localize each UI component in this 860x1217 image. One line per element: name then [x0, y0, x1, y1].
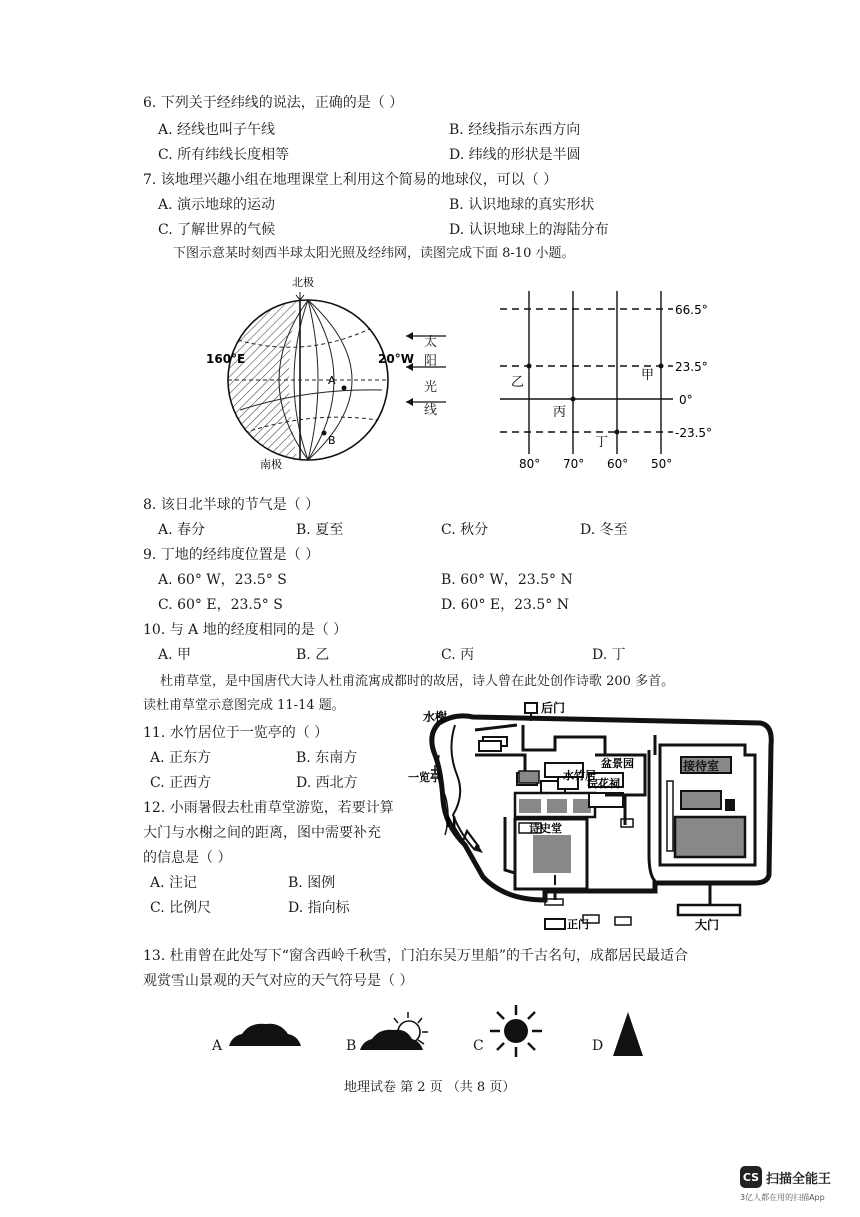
q10-option-c: C. 丙	[441, 647, 475, 663]
q12-option-b: B. 图例	[288, 875, 336, 891]
scanner-app-name: 扫描全能王	[766, 1171, 832, 1187]
q8-option-a: A. 春分	[158, 522, 206, 538]
q11-option-b: B. 东南方	[296, 750, 358, 766]
q12-stem-line1: 12. 小雨暑假去杜甫草堂游览，若要计算	[143, 800, 394, 816]
q6-option-a: A. 经线也叫子午线	[158, 122, 276, 138]
point-a-label: A	[328, 374, 336, 387]
point-yi-dot	[527, 364, 532, 369]
map-label-penjingyuan: 盆景园	[601, 757, 634, 770]
point-b-label: B	[328, 434, 336, 447]
map-label-yilanting: 一览亭	[408, 771, 441, 784]
q13-stem-line2: 观赏雪山景观的天气对应的天气符号是（ ）	[143, 973, 414, 989]
q6-option-c: C. 所有纬线长度相等	[158, 147, 290, 163]
q6-option-d: D. 纬线的形状是半圆	[449, 147, 581, 163]
q13-option-b: B	[346, 1038, 357, 1054]
map-label-huanhuaci: 浣花祠	[587, 777, 620, 790]
map-label-damen: 大门	[695, 918, 720, 932]
map-label-jiedaishi: 接待室	[683, 759, 720, 773]
point-ding-dot	[615, 430, 620, 435]
north-pole-label: 北极	[292, 276, 314, 289]
longitude-160e-label: 160°E	[206, 352, 246, 366]
q13-stem-line1: 13. 杜甫曾在此处写下“窗含西岭千秋雪，门泊东吴万里船”的千古名句，成都居民最适合	[143, 948, 689, 964]
q7-option-c: C. 了解世界的气候	[158, 222, 276, 238]
q12-option-d: D. 指向标	[288, 900, 350, 916]
q9-stem: 9. 丁地的经纬度位置是（ ）	[143, 547, 320, 563]
map-label-shishitang: 诗史堂	[529, 822, 562, 835]
q11-option-c: C. 正西方	[150, 775, 212, 791]
q9-option-a: A. 60° W，23.5° S	[158, 572, 287, 588]
q6-option-b: B. 经线指示东西方向	[449, 122, 581, 138]
q8-stem: 8. 该日北半球的节气是（ ）	[143, 497, 320, 513]
sunlight-char-2: 阳	[424, 354, 438, 369]
q12-stem-line2: 大门与水榭之间的距离，图中需要补充	[143, 825, 381, 841]
q12-option-c: C. 比例尺	[150, 900, 212, 916]
point-yi-label: 乙	[511, 375, 525, 390]
q10-stem: 10. 与 A 地的经度相同的是（ ）	[143, 622, 348, 638]
lon-70-label: 70°	[563, 457, 585, 471]
q11-stem: 11. 水竹居位于一览亭的（ ）	[143, 725, 329, 741]
q10-option-b: B. 乙	[296, 647, 330, 663]
q10-option-d: D. 丁	[592, 647, 626, 663]
lat-66-label: 66.5°	[675, 303, 708, 317]
lat-0-label: 0°	[679, 393, 693, 407]
q6-stem: 6. 下列关于经纬线的说法，正确的是（ ）	[143, 95, 404, 111]
map-label-zhengmen: 正门	[567, 918, 589, 931]
lat-23n-label: 23.5°	[675, 360, 708, 374]
point-ding-label: 丁	[595, 435, 609, 450]
page-footer: 地理试卷 第 2 页 （共 8 页）	[344, 1080, 516, 1095]
q12-option-a: A. 注记	[150, 875, 198, 891]
scanner-watermark	[740, 1166, 831, 1203]
q12-stem-line3: 的信息是（ ）	[143, 850, 232, 866]
lon-80-label: 80°	[519, 457, 541, 471]
q11-option-a: A. 正东方	[150, 750, 212, 766]
intro-8-10: 下图示意某时刻西半球太阳光照及经纬网，读图完成下面 8-10 小题。	[173, 246, 575, 261]
q10-option-a: A. 甲	[158, 647, 192, 663]
scanner-logo-icon	[740, 1166, 762, 1188]
sunlight-char-1: 太	[424, 335, 438, 350]
point-a-dot	[342, 386, 347, 391]
point-bing-dot	[571, 397, 576, 402]
triangle-weather-icon	[611, 1010, 645, 1058]
sunlight-char-3: 光	[424, 380, 438, 395]
scanner-logo-text: CS	[742, 1170, 760, 1184]
latlong-grid	[495, 286, 735, 476]
q9-option-b: B. 60° W，23.5° N	[441, 572, 573, 588]
q7-option-a: A. 演示地球的运动	[158, 197, 276, 213]
lat-23s-label: -23.5°	[675, 426, 713, 440]
q13-option-c: C	[473, 1038, 484, 1054]
q7-option-b: B. 认识地球的真实形状	[449, 197, 595, 213]
lon-60-label: 60°	[607, 457, 629, 471]
q9-option-d: D. 60° E，23.5° N	[441, 597, 569, 613]
cloudy-weather-icon	[226, 1018, 304, 1050]
north-label: N	[445, 815, 457, 831]
dufu-cottage-map	[405, 695, 785, 940]
q8-option-d: D. 冬至	[580, 522, 628, 538]
point-jia-label: 甲	[641, 368, 655, 383]
point-jia-dot	[659, 364, 664, 369]
q13-option-a: A	[212, 1038, 223, 1054]
point-bing-label: 丙	[553, 405, 567, 420]
map-label-houmen: 后门	[541, 701, 566, 715]
q11-option-d: D. 西北方	[296, 775, 358, 791]
intro-11-14-line2: 读杜甫草堂示意图完成 11-14 题。	[143, 698, 345, 713]
q9-option-c: C. 60° E，23.5° S	[158, 597, 283, 613]
partly-cloudy-weather-icon	[358, 1010, 438, 1052]
intro-11-14-line1: 杜甫草堂，是中国唐代大诗人杜甫流寓成都时的故居，诗人曾在此处创作诗歌 200 多首。	[160, 674, 675, 689]
q13-option-d: D	[592, 1038, 604, 1054]
sunlight-char-4: 线	[424, 403, 438, 418]
longitude-20w-label: 20°W	[378, 352, 414, 366]
sunlight-arrows	[398, 322, 448, 422]
q7-stem: 7. 该地理兴趣小组在地理课堂上利用这个简易的地球仪，可以（ ）	[143, 172, 558, 188]
south-pole-label: 南极	[260, 458, 282, 471]
sunny-weather-icon	[488, 1003, 544, 1059]
scanner-tagline: 3亿人都在用的扫描App	[740, 1193, 825, 1202]
map-label-shuixie: 水榭	[423, 710, 448, 724]
q8-option-b: B. 夏至	[296, 522, 344, 538]
map-label-shuizhuju: 水竹居	[563, 769, 596, 782]
point-b-dot	[322, 431, 327, 436]
q7-option-d: D. 认识地球上的海陆分布	[449, 222, 609, 238]
lon-50-label: 50°	[651, 457, 673, 471]
q8-option-c: C. 秋分	[441, 522, 489, 538]
